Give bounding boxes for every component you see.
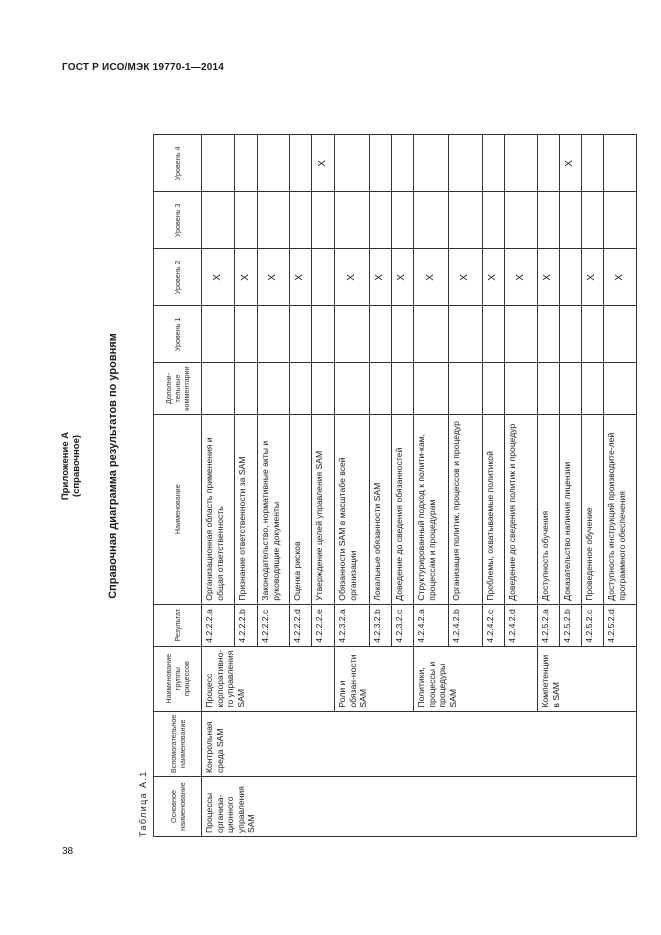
table-header-row	[154, 135, 202, 837]
name-cell: Доведение до сведения обязанностей	[392, 414, 414, 604]
result-cell: 4.2.4.2.c	[483, 604, 505, 646]
result-cell: 4.2.3.2.b	[370, 604, 392, 646]
result-cell: 4.2.2.2.c	[258, 604, 290, 646]
level4-cell: X	[560, 135, 582, 192]
table-row	[202, 135, 235, 837]
level4-cell	[414, 135, 449, 192]
level1-cell	[235, 306, 258, 363]
name-cell: Организация политик, процессов и процедур	[449, 414, 483, 604]
table-label: Таблица А.1	[138, 770, 148, 837]
level4-cell	[258, 135, 290, 192]
result-cell: 4.2.4.2.d	[505, 604, 538, 646]
name-cell: Утверждение целей управления SAM	[312, 414, 335, 604]
rotated-content	[60, 95, 627, 837]
result-cell: 4.2.5.2.d	[604, 604, 637, 646]
table-caption: Справочная диаграмма результатов по уровням	[107, 333, 119, 599]
name-cell: Доступность обучения	[538, 414, 560, 604]
group-name-cell: Роли и обязан-ности SAM	[335, 646, 414, 711]
level2-cell	[312, 249, 335, 306]
comment-cell	[582, 363, 604, 414]
level3-cell	[370, 192, 392, 249]
level2-cell: X	[258, 249, 290, 306]
main-name-cell: Процессы организа-ционного управления SAM	[202, 777, 637, 837]
level1-cell	[449, 306, 483, 363]
level1-cell	[258, 306, 290, 363]
level3-cell	[449, 192, 483, 249]
result-cell: 4.2.5.2.c	[582, 604, 604, 646]
name-cell: Доступность инструкций производите-лей программного обеспечения	[604, 414, 637, 604]
level3-cell	[290, 192, 312, 249]
level1-cell	[392, 306, 414, 363]
comment-cell	[258, 363, 290, 414]
level2-cell: X	[604, 249, 637, 306]
comment-cell	[202, 363, 235, 414]
level4-cell: X	[312, 135, 335, 192]
level4-cell	[604, 135, 637, 192]
aux-name-cell: Контрольная среда SAM	[202, 711, 637, 776]
name-cell: Доказательство наличия лицензии	[560, 414, 582, 604]
result-cell: 4.2.2.2.d	[290, 604, 312, 646]
document-header: ГОСТ Р ИСО/МЭК 19770-1—2014	[62, 62, 225, 73]
level1-cell	[505, 306, 538, 363]
level4-cell	[335, 135, 370, 192]
level4-cell	[505, 135, 538, 192]
column-header: Уровень 4	[154, 135, 202, 192]
appendix-title: Приложение А	[60, 431, 71, 501]
comment-cell	[370, 363, 392, 414]
level4-cell	[449, 135, 483, 192]
comment-cell	[483, 363, 505, 414]
group-name-cell: Компетенции в SAM	[538, 646, 637, 711]
level2-cell: X	[290, 249, 312, 306]
level1-cell	[604, 306, 637, 363]
result-cell: 4.2.5.2.b	[560, 604, 582, 646]
appendix-subtitle: (справочное)	[71, 434, 82, 498]
level3-cell	[560, 192, 582, 249]
level1-cell	[335, 306, 370, 363]
level1-cell	[290, 306, 312, 363]
column-header: Уровень 3	[154, 192, 202, 249]
appendix-heading	[60, 95, 82, 837]
level2-cell: X	[202, 249, 235, 306]
level1-cell	[370, 306, 392, 363]
result-cell: 4.2.3.2.a	[335, 604, 370, 646]
level4-cell	[392, 135, 414, 192]
comment-cell	[312, 363, 335, 414]
result-cell: 4.2.5.2.a	[538, 604, 560, 646]
level3-cell	[483, 192, 505, 249]
comment-cell	[604, 363, 637, 414]
level2-cell: X	[414, 249, 449, 306]
level2-cell	[560, 249, 582, 306]
name-cell: Проведенное обучение	[582, 414, 604, 604]
name-cell: Законодательство, нормативные акты и руководящие документы	[258, 414, 290, 604]
group-name-cell: Политики, процессы и процедуры SAM	[414, 646, 538, 711]
level3-cell	[235, 192, 258, 249]
name-cell: Структурированный подход к полити-кам, процессам и процедурам	[414, 414, 449, 604]
level2-cell: X	[582, 249, 604, 306]
level2-cell: X	[392, 249, 414, 306]
column-header: Уровень 1	[154, 306, 202, 363]
name-cell: Обязанности SAM в масштабе всей организации	[335, 414, 370, 604]
result-cell: 4.2.4.2.b	[449, 604, 483, 646]
name-cell: Организационная область применения и общая ответственность	[202, 414, 235, 604]
page-number: 38	[62, 846, 74, 857]
level4-cell	[538, 135, 560, 192]
comment-cell	[449, 363, 483, 414]
level1-cell	[483, 306, 505, 363]
level1-cell	[312, 306, 335, 363]
name-cell: Локальные обязанности SAM	[370, 414, 392, 604]
level2-cell: X	[449, 249, 483, 306]
level4-cell	[582, 135, 604, 192]
level3-cell	[258, 192, 290, 249]
level4-cell	[235, 135, 258, 192]
level2-cell: X	[335, 249, 370, 306]
level3-cell	[202, 192, 235, 249]
level1-cell	[560, 306, 582, 363]
comment-cell	[538, 363, 560, 414]
column-header: Наименование группы процессов	[154, 646, 202, 711]
result-cell: 4.2.2.2.e	[312, 604, 335, 646]
name-cell: Проблемы, охватываемые политикой	[483, 414, 505, 604]
level3-cell	[505, 192, 538, 249]
result-cell: 4.2.2.2.b	[235, 604, 258, 646]
level3-cell	[538, 192, 560, 249]
column-header: Вспомогательное наименование	[154, 711, 202, 776]
result-cell: 4.2.2.2.a	[202, 604, 235, 646]
comment-cell	[560, 363, 582, 414]
level2-cell: X	[538, 249, 560, 306]
name-cell: Оценка рисков	[290, 414, 312, 604]
name-cell: Признание ответственности за SAM	[235, 414, 258, 604]
level2-cell: X	[483, 249, 505, 306]
level3-cell	[335, 192, 370, 249]
column-header: Наименование	[154, 414, 202, 604]
results-table	[153, 134, 637, 837]
level4-cell	[370, 135, 392, 192]
result-cell: 4.2.3.2.c	[392, 604, 414, 646]
column-header: Уровень 2	[154, 249, 202, 306]
level3-cell	[312, 192, 335, 249]
level1-cell	[414, 306, 449, 363]
level1-cell	[582, 306, 604, 363]
name-cell: Доведение до сведения политик и процедур	[505, 414, 538, 604]
level3-cell	[582, 192, 604, 249]
column-header: Результат	[154, 604, 202, 646]
column-header: Основное наименование	[154, 777, 202, 837]
comment-cell	[235, 363, 258, 414]
level4-cell	[202, 135, 235, 192]
comment-cell	[414, 363, 449, 414]
comment-cell	[335, 363, 370, 414]
level2-cell: X	[235, 249, 258, 306]
level2-cell: X	[505, 249, 538, 306]
comment-cell	[290, 363, 312, 414]
level3-cell	[604, 192, 637, 249]
level2-cell: X	[370, 249, 392, 306]
level4-cell	[290, 135, 312, 192]
level3-cell	[392, 192, 414, 249]
column-header: Дополни-тельные комментарии	[154, 363, 202, 414]
result-cell: 4.2.4.2.a	[414, 604, 449, 646]
comment-cell	[392, 363, 414, 414]
group-name-cell: Процесс корпоративно-го управления SAM	[202, 646, 335, 711]
level1-cell	[538, 306, 560, 363]
level3-cell	[414, 192, 449, 249]
comment-cell	[505, 363, 538, 414]
level4-cell	[483, 135, 505, 192]
level1-cell	[202, 306, 235, 363]
